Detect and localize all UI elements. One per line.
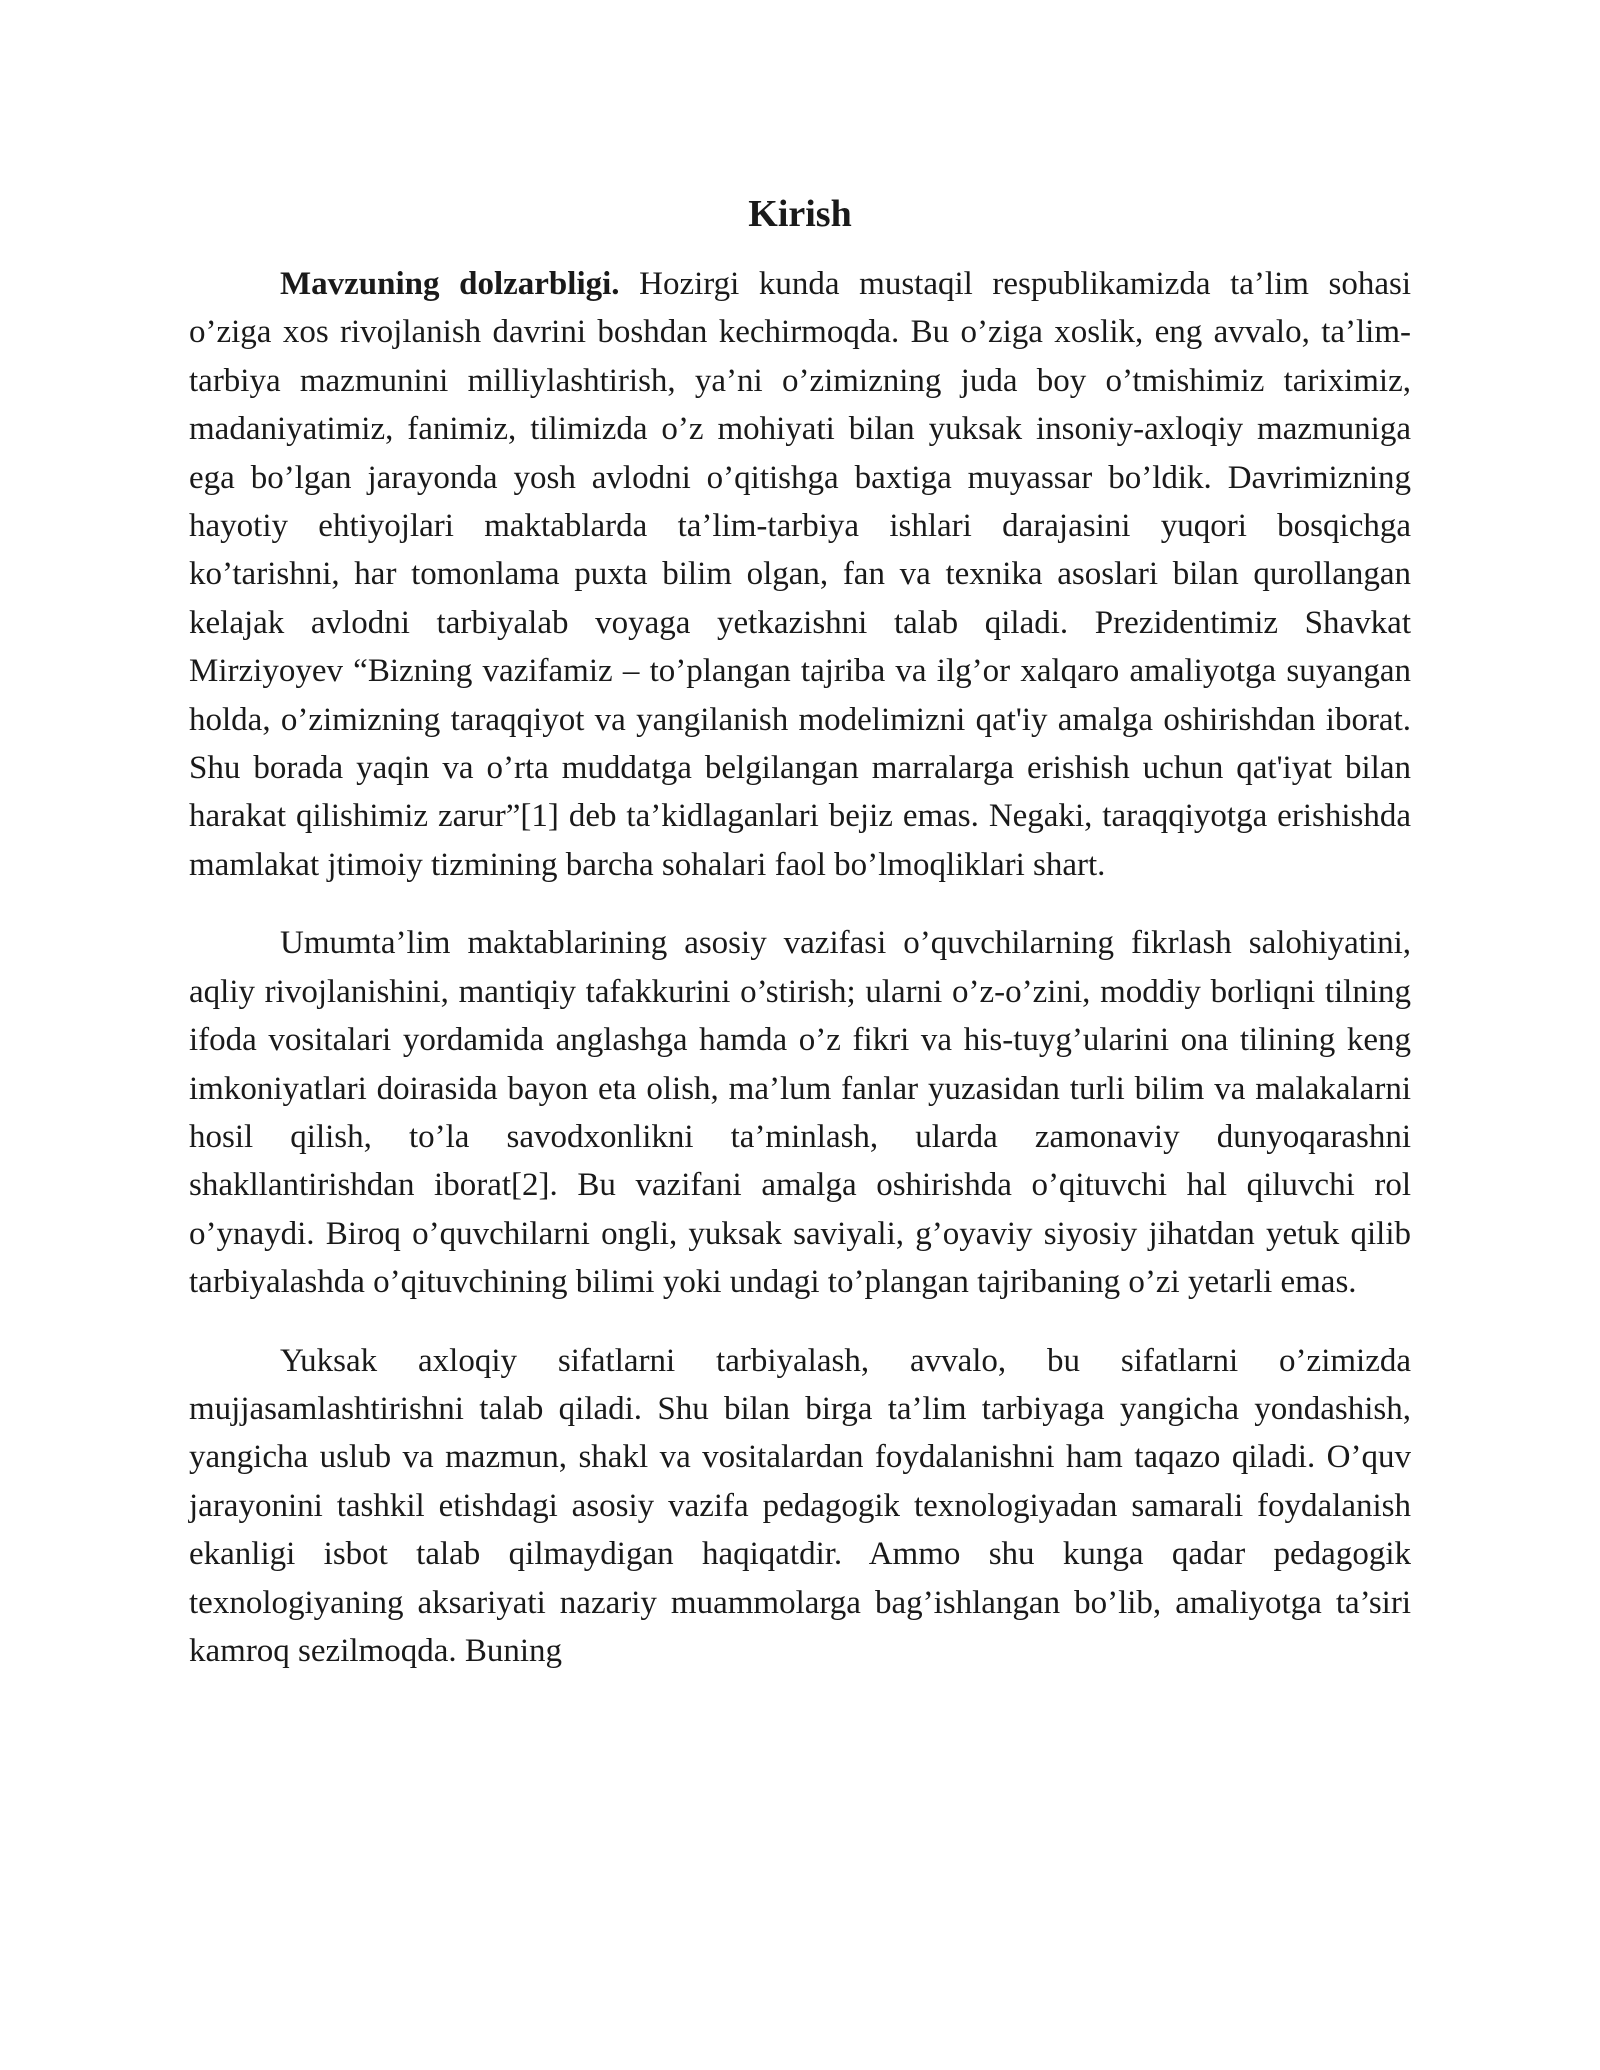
paragraph-text-relevance: Hozirgi kunda mustaqil respublikamizda ta’lim sohasi o’ziga xos rivojlanish davrini boshdan kechirmoqda. Bu o’ziga xoslik, eng avvalo, ta’lim-tarbiya mazmunini milliylashtirish, ya’ni o’zimizning juda boy o’tmishimiz tariximiz, madaniyatimiz, fanimiz, tilimizda o’z mohiyati bilan yuksak insoniy-axloqiy mazmuniga ega bo’lgan jarayonda yosh avlodni o’qitishga baxtiga muyassar bo’ldik. Davrimizning hayotiy ehtiyojlari maktablarda ta’lim-tarbiya ishlari darajasini yuqori bosqichga ko’tarishni, har tomonlama puxta bilim olgan, fan va texnika asoslari bilan qurollangan kelajak avlodni tarbiyalab voyaga yetkazishni talab qiladi. Prezidentimiz Shavkat Mirziyoyev “Bizning vazifamiz – to’plangan tajriba va ilg’or xalqaro amaliyotga suyangan holda, o’zimizning taraqqiyot va yangilanish modelimizni qat'iy amalga oshirishdan iborat. Shu borada yaqin va o’rta muddatga belgilangan marralarga erishish uchun qat'iyat bilan harakat qilishimiz zarur”[1] deb ta’kidlaganlari bejiz emas. Negaki, taraqqiyotga erishishda mamlakat jtimoiy tizmining barcha sohalari faol bo’lmoqliklari shart. [189, 266, 1412, 883]
paragraph-text-moral-qualities: Yuksak axloqiy sifatlarni tarbiyalash, avvalo, bu sifatlarni o’zimizda mujjasamlashtirishni talab qiladi. Shu bilan birga ta’lim tarbiyaga yangicha yondashish, yangicha uslub va mazmun, shakl va vositalardan foydalanishni ham taqazo qiladi. O’quv jarayonini tashkil etishdagi asosiy vazifa pedagogik texnologiyadan samarali foydalanish ekanligi isbot talab qilmaydigan haqiqatdir. Ammo shu kunga qadar pedagogik texnologiyaning aksariyati nazariy muammolarga bag’ishlangan bo’lib, amaliyotga ta’siri kamroq sezilmoqda. Buning [189, 1342, 1411, 1669]
paragraph-relevance [189, 260, 1411, 889]
paragraph-lead-relevance: Mavzuning dolzarbligi. [280, 266, 620, 302]
paragraph-moral-qualities [189, 1337, 1411, 1676]
document-body [189, 188, 1411, 1705]
paragraph-school-tasks [189, 919, 1411, 1306]
document-title: Kirish [748, 193, 852, 235]
paragraph-text-school-tasks: Umumta’lim maktablarining asosiy vazifasi o’quvchilarning fikrlash salohiyatini, aqliy rivojlanishini, mantiqiy tafakkurini o’stirish; ularni o’z-o’zini, moddiy borliqni tilning ifoda vositalari yordamida anglashga hamda o’z fikri va his-tuyg’ularini ona tilining keng imkoniyatlari doirasida bayon eta olish, ma’lum fanlar yuzasidan turli bilim va malakalarni hosil qilish, to’la savodxonlikni ta’minlash, ularda zamonaviy dunyoqarashni shakllantirishdan iborat[2]. Bu vazifani amalga oshirishda o’qituvchi hal qiluvchi rol o’ynaydi. Biroq o’quvchilarni ongli, yuksak saviyali, g’oyaviy siyosiy jihatdan yetuk qilib tarbiyalashda o’qituvchining bilimi yoki undagi to’plangan tajribaning o’zi yetarli emas. [189, 925, 1411, 1301]
